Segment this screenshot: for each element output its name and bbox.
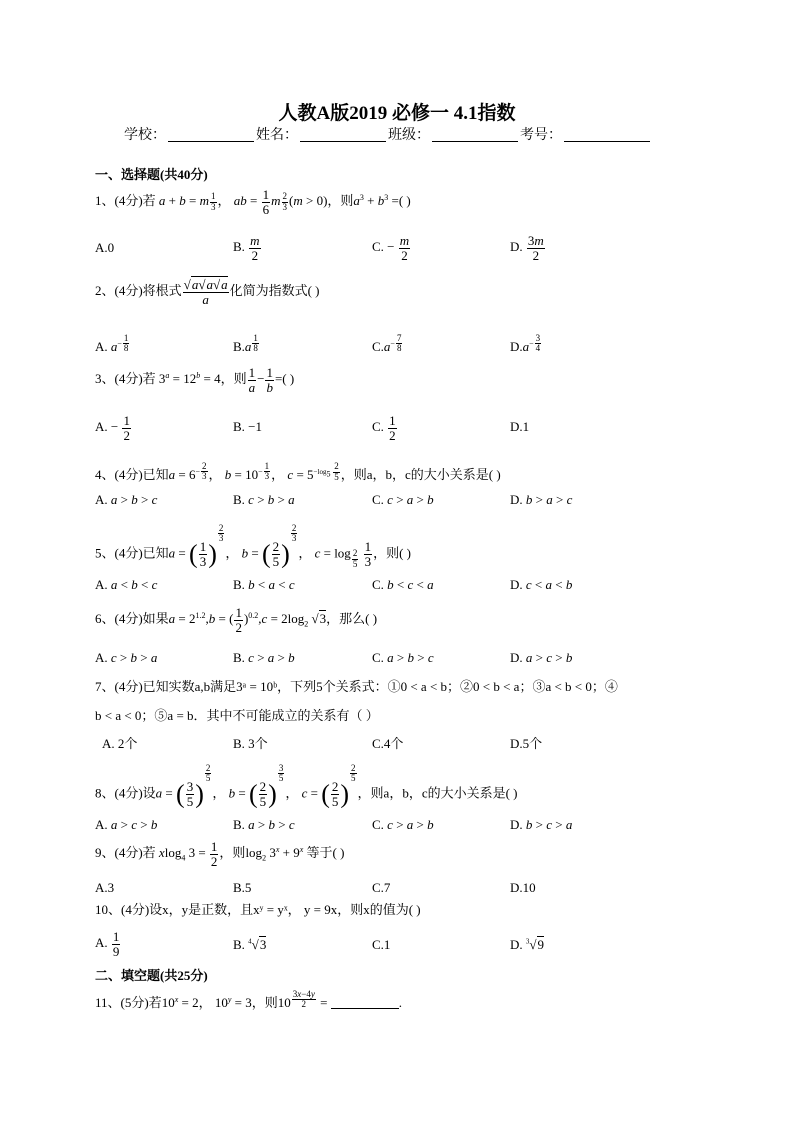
option-b[interactable]: B. c > b > a — [233, 492, 295, 507]
option-d[interactable]: D. a > c > b — [510, 650, 573, 665]
option-a[interactable]: A.0 — [95, 240, 115, 255]
option-a[interactable]: A. a > c > b — [95, 817, 158, 832]
name-label: 姓名： — [256, 128, 298, 143]
option-a[interactable]: A. a < b < c — [95, 577, 158, 592]
question-11: 11、(5分)若$10^x = 2$， $10^y = 3$，则10 $^{\frac{3x-4y}{2}}$ = . — [95, 989, 402, 1011]
option-a[interactable]: A. $\frac{1}{9}$ — [95, 929, 120, 959]
section-heading: 二、填空题(共25分) — [95, 968, 208, 983]
option-c[interactable]: C. − $\frac{m}{2}$ — [372, 233, 410, 263]
option-a[interactable]: A. − $\frac{1}{2}$ — [95, 413, 130, 443]
option-c[interactable]: C. $\frac{1}{2}$ — [372, 413, 396, 443]
question-5: 5、(4分)已知a = ( $\frac{1}{3}$ ) $^{\frac{2}{3}}$ ， b = ( $\frac{2}{5}$ ) $^{\frac{2}{3}}$ ， c = log $_{\frac{2}{5}}$ $\frac{1}{3}$ ，则( ) — [95, 523, 411, 569]
option-b[interactable]: B. −1 — [233, 419, 263, 434]
question-10: 10、(4分)设x，y是正数，且xʸ = yˣ， y = 9x，则x的值为( ) — [95, 902, 421, 917]
option-b[interactable]: B. 3个 — [233, 736, 268, 751]
option-d[interactable]: D. b > a > c — [510, 492, 573, 507]
option-c[interactable]: C. b < c < a — [372, 577, 434, 592]
option-c[interactable]: C.7 — [372, 880, 391, 895]
question-3: 3、(4分)若 $3^a = 12^b = 4$，则 $\frac{1}{a}$ − $\frac{1}{b}$ =( ) — [95, 365, 295, 395]
question-9: 9、(4分)若 xlog$_4$ 3 = $\frac{1}{2}$ ，则$\log_2 3^x + 9^x$ 等于( ) — [95, 839, 345, 869]
page-title: 人教A版2019 必修一 4.1指数 — [278, 103, 516, 124]
question-7-line-1: 7、(4分)已知实数a,b满足3ᵃ = 10ᵇ，下列5个关系式：①0 < a < b；②0 < b < a；③a < b < 0；④ — [95, 679, 618, 694]
option-d[interactable]: D.5个 — [510, 736, 543, 751]
option-d[interactable]: D. c < a < b — [510, 577, 573, 592]
option-c[interactable]: C. c > a > b — [372, 492, 434, 507]
class-label: 班级： — [388, 128, 430, 143]
question-7-line-2: b < a < 0；⑤a = b．其中不可能成立的关系有（ ） — [95, 708, 379, 723]
id-label: 考号： — [520, 128, 562, 143]
student-info-line — [124, 124, 652, 144]
option-b[interactable]: B. a > b > c — [233, 817, 295, 832]
option-a[interactable]: A. a > b > c — [95, 492, 158, 507]
option-a[interactable]: A. 2个 — [102, 736, 138, 751]
option-d[interactable]: D. $\frac{3m}{2}$ — [510, 233, 544, 263]
answer-blank[interactable] — [331, 996, 399, 1009]
option-d[interactable]: D. b > c > a — [510, 817, 573, 832]
option-c[interactable]: C. c > a > b — [372, 817, 434, 832]
school-label: 学校： — [124, 128, 166, 143]
option-b[interactable]: B. $^4$√3 — [233, 937, 267, 952]
id-field[interactable] — [564, 127, 650, 142]
option-a[interactable]: A.3 — [95, 880, 115, 895]
option-d[interactable]: D. $^3$√9 — [510, 937, 545, 952]
option-b[interactable]: B. c > a > b — [233, 650, 295, 665]
option-b[interactable]: B.a $^{\frac{1}{8}}$ — [233, 333, 258, 355]
question-4: 4、(4分)已知$a = 6^{- \frac{2}{3}}$ ， $b = 10^{- \frac{1}{3}}$ ， $c = 5^{-log_5 \frac{2}{5}}$ ，则a，b，c的大小关系是( ) — [95, 461, 501, 483]
option-d[interactable]: D.10 — [510, 880, 536, 895]
option-c[interactable]: C.1 — [372, 937, 391, 952]
question-1: 1、(4分)若 a + b = m $\frac{1}{3}$ ， ab = $\frac{1}{6}$ m $\frac{2}{3}$ (m > 0)，则$a^3 + b^3$ =( ) — [95, 187, 411, 217]
option-b[interactable]: B.5 — [233, 880, 252, 895]
class-field[interactable] — [432, 127, 518, 142]
option-d[interactable]: D.1 — [510, 419, 530, 434]
option-c[interactable]: C. a > b > c — [372, 650, 434, 665]
question-6: 6、(4分)如果$a = 2^{1.2},b$ = ( $\frac{1}{2}$ )$^{0.2},c = 2\log_2$ √3，那么( ) — [95, 605, 378, 635]
option-b[interactable]: B. b < a < c — [233, 577, 295, 592]
option-c[interactable]: $C.a^{- \frac{7}{8}}$ — [372, 333, 402, 355]
school-field[interactable] — [168, 127, 254, 142]
option-b[interactable]: B. $\frac{m}{2}$ — [233, 233, 260, 263]
section-heading: 一、选择题(共40分) — [95, 167, 208, 182]
question-2: 2、(4分)将根式 $\frac{√a√a√a}{a}$ 化简为指数式( ) — [95, 277, 320, 307]
option-a[interactable]: A. $a^{- \frac{1}{8}}$ — [95, 333, 129, 355]
name-field[interactable] — [300, 127, 386, 142]
option-c[interactable]: C.4个 — [372, 736, 404, 751]
option-d[interactable]: $D.a^{- \frac{3}{4}}$ — [510, 333, 541, 355]
question-8: 8、(4分)设a = ( $\frac{3}{5}$ ) $^{\frac{2}{5}}$ ， b = ( $\frac{2}{5}$ ) $^{\frac{3}{5}}$ ， c = ( $\frac{2}{5}$ ) $^{\frac{2}{5}}$ ，则a，b，c的大小关系是( ) — [95, 763, 518, 809]
option-a[interactable]: A. c > b > a — [95, 650, 158, 665]
